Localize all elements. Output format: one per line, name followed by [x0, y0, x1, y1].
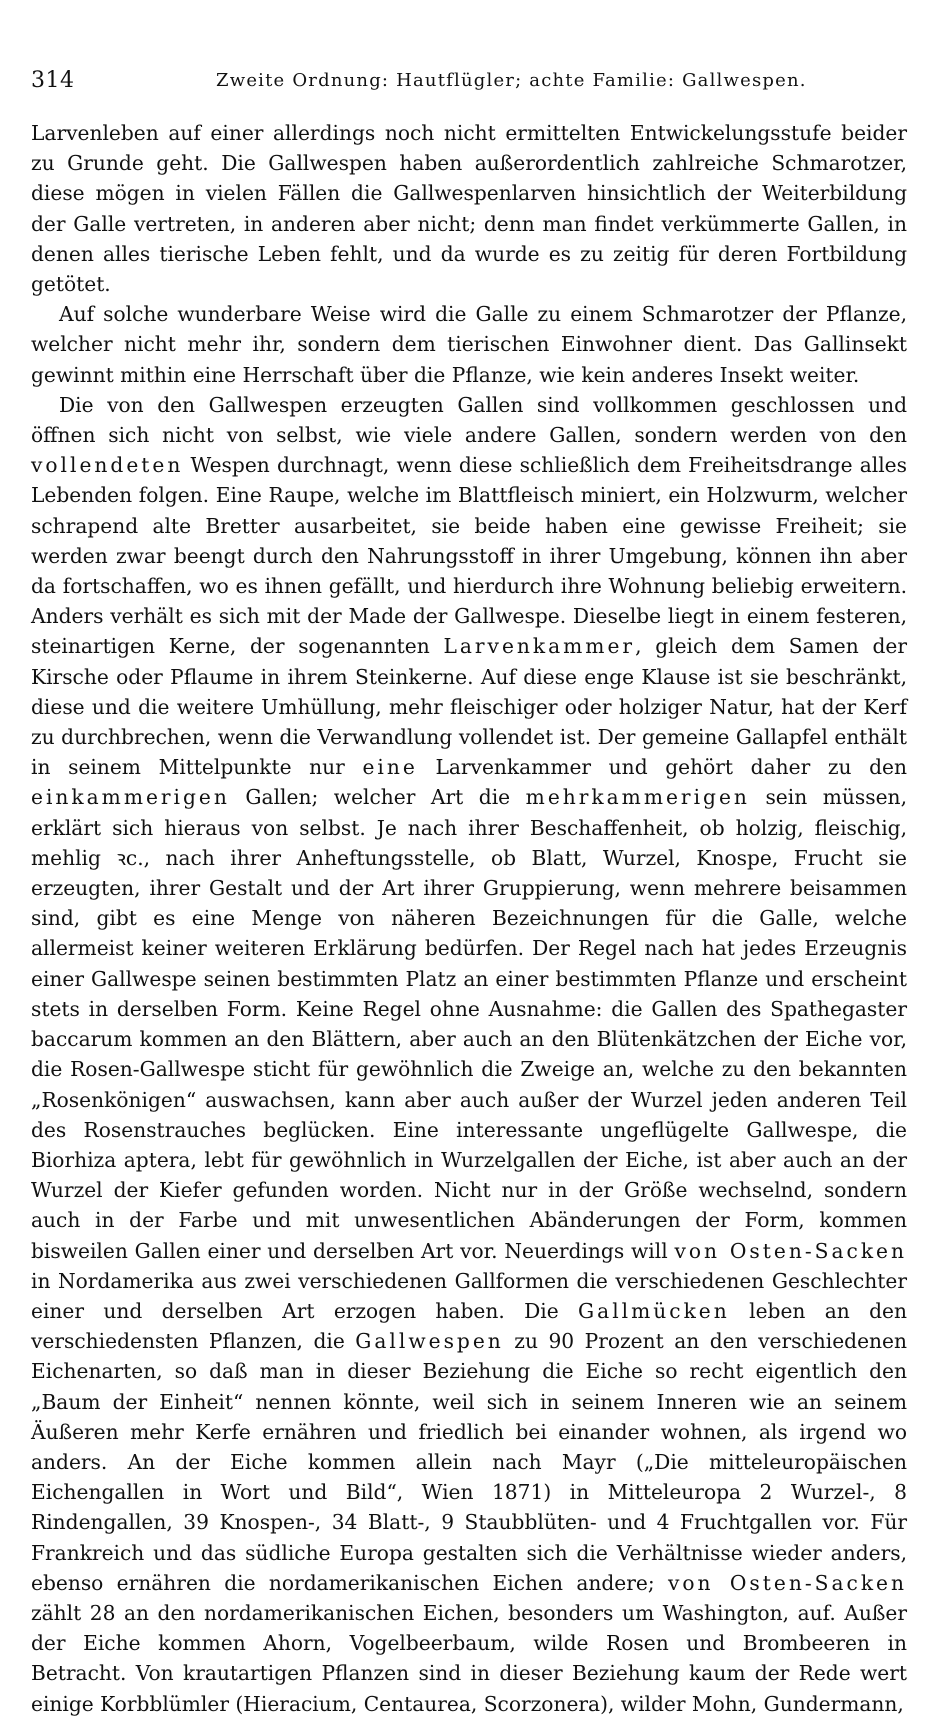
- paragraph-1: [31, 118, 907, 299]
- page-number: 314: [31, 68, 75, 93]
- emphasized-term: eine: [362, 755, 418, 780]
- paragraph-3: [31, 390, 907, 1719]
- paragraph-2: [31, 299, 907, 390]
- text-segment: sein müssen, erklärt sich hieraus von selbst. Je nach ihrer Beschaffenheit, ob holzig, fleischig, mehlig ꝛc., nach ihrer Anheftungsstelle, ob Blatt, Wurzel, Knospe, Frucht sie erzeugten, ihrer Gestalt und der Art ihrer Gruppierung, wenn mehrere beisammen sind, gibt es eine Menge von näheren Bezeichnungen für die Galle, welche allermeist keiner weiteren Erklärung bedürfen. Der Regel nach hat jedes Erzeugnis einer Gallwespe seinen bestimmten Platz an einer bestimmten Pflanze und erscheint stets in derselben Form. Keine Regel ohne Ausnahme: die Gallen des Spathegaster baccarum kommen an den Blättern, aber auch an den Blütenkätzchen der Eiche vor, die Rosen-Gallwespe sticht für gewöhnlich die Zweige an, welche zu den bekannten „Rosenkönigen“ auswachsen, kann aber auch außer der Wurzel jeden anderen Teil des Rosenstrauches beglücken. Eine interessante ungeflügelte Gallwespe, die Biorhiza aptera, lebt für gewöhnlich in Wurzelgallen der Eiche, ist aber auch an der Wurzel der Kiefer gefunden worden. Nicht nur in der Größe wechselnd, sondern auch in der Farbe und mit unwesentlichen Abänderungen der Form, kommen bisweilen Gallen einer und derselben Art vor. Neuerdings will: [31, 785, 907, 1263]
- emphasized-term: mehrkammerigen: [525, 785, 750, 810]
- text-segment: zu 90 Prozent an den verschiedenen Eichenarten, so daß man in dieser Beziehung die Eiche so recht eigentlich den „Baum der Einheit“ nennen könnte, weil sich in seinem Inneren wie an seinem Äußeren mehr Kerfe ernähren und friedlich bei einander wohnen, als irgend wo anders. An der Eiche kommen allein nach Mayr („Die mitteleuropäischen Eichengallen in Wort und Bild“, Wien 1871) in Mitteleuropa 2 Wurzel-, 8 Rindengallen, 39 Knospen-, 34 Blatt-, 9 Staubblüten- und 4 Fruchtgallen vor. Für Frankreich und das südliche Europa gestalten sich die Verhältnisse wieder anders, ebenso ernähren die nordamerikanischen Eichen andere;: [31, 1329, 907, 1595]
- text-segment: , gleich dem Samen der Kirsche oder Pflaume in ihrem Steinkerne. Auf diese enge Klause ist sie beschränkt, diese und die weitere Umhüllung, mehr fleischiger oder holziger Natur, hat der Kerf zu durchbrechen, wenn die Verwandlung vollendet ist. Der gemeine Gallapfel enthält in seinem Mittelpunkte nur: [31, 634, 907, 780]
- text-segment: Gallen; welcher Art die: [229, 785, 526, 810]
- text-segment: leben an den verschiedensten Pflanzen, die: [31, 1298, 907, 1354]
- body-text: [31, 118, 907, 1719]
- running-head: Zweite Ordnung: Hautflügler; achte Familie: Gallwespen.: [216, 70, 807, 91]
- emphasized-term: vollendeten: [31, 453, 184, 478]
- text-segment: Wespen durchnagt, wenn diese schließlich dem Freiheitsdrange alles Lebenden folgen. Eine Raupe, welche im Blattfleisch miniert, ein Holzwurm, welcher schrapend alte Bretter ausarbeitet, sie beide haben eine gewisse Freiheit; sie werden zwar beengt durch den Nahrungsstoff in ihrer Umgebung, können ihn aber da fortschaffen, wo es ihnen gefällt, und hierdurch ihre Wohnung beliebig erweitern. Anders verhält es sich mit der Made der Gallwespe. Dieselbe liegt in einem festeren, steinartigen Kerne, der sogenannten: [31, 453, 907, 659]
- author-name: von Osten-Sacken: [674, 1238, 907, 1263]
- emphasized-term: Larvenkammer: [443, 634, 636, 659]
- emphasized-term: einkammerigen: [31, 785, 230, 810]
- text-segment: Auf solche wunderbare Weise wird die Galle zu einem Schmarotzer der Pflanze, welcher nicht mehr ihr, sondern dem tierischen Einwohner dient. Das Gallinsekt gewinnt mithin eine Herrschaft über die Pflanze, wie kein anderes Insekt weiter.: [31, 302, 907, 387]
- text-segment: zählt 28 an den nordamerikanischen Eichen, besonders um Washington, auf. Außer der Eiche kommen Ahorn, Vogelbeerbaum, wilde Rosen und Brombeeren in Betracht. Von krautartigen Pflanzen sind in dieser Beziehung kaum der Rede wert einige Korbblümler (Hieracium, Centaurea, Scorzonera), wilder Mohn, Gundermann,: [31, 1600, 907, 1716]
- text-segment: Larvenkammer und gehört daher zu den: [417, 755, 907, 780]
- page-header: [31, 68, 907, 108]
- book-page: [31, 68, 907, 1719]
- emphasized-term: Gallwespen: [355, 1329, 504, 1354]
- emphasized-term: Gallmücken: [578, 1298, 730, 1323]
- author-name: von Osten-Sacken: [667, 1570, 908, 1595]
- text-segment: in Nordamerika aus zwei verschiedenen Gallformen die verschiedenen Geschlechter einer und derselben Art erzogen haben. Die: [31, 1268, 907, 1323]
- text-segment: Die von den Gallwespen erzeugten Gallen sind vollkommen geschlossen und öffnen sich nicht von selbst, wie viele andere Gallen, sondern werden von den: [31, 392, 907, 448]
- text-segment: Larvenleben auf einer allerdings noch nicht ermittelten Entwickelungsstufe beider zu Grunde geht. Die Gallwespen haben außerordentlich zahlreiche Schmarotzer, diese mögen in vielen Fällen die Gallwespenlarven hinsichtlich der Weiterbildung der Galle vertreten, in anderen aber nicht; denn man findet verkümmerte Gallen, in denen alles tierische Leben fehlt, und da wurde es zu zeitig für deren Fortbildung getötet.: [31, 121, 907, 297]
